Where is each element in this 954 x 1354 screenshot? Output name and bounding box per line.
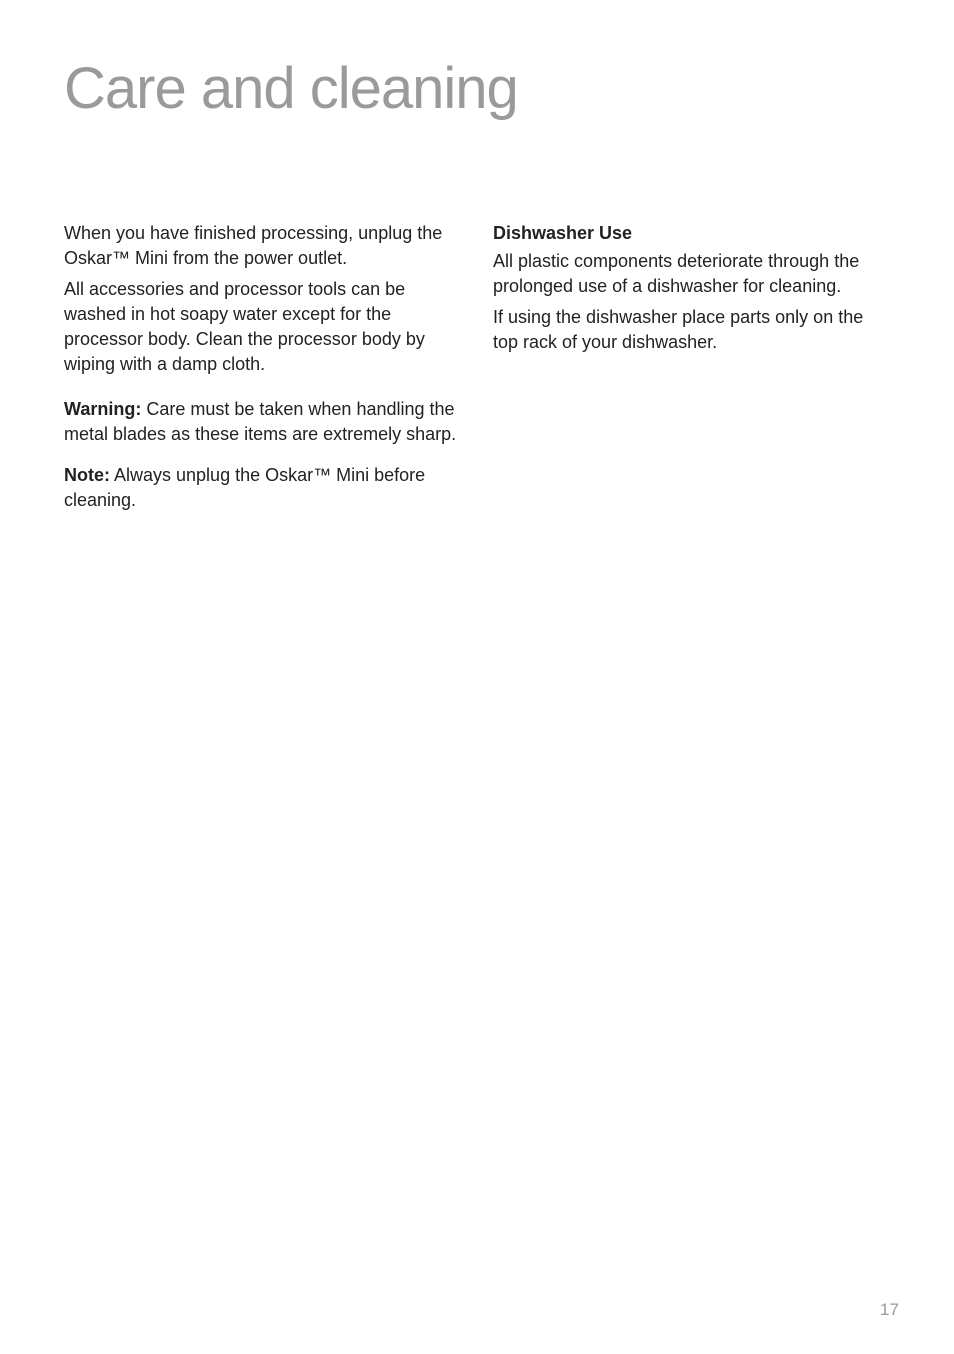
right-column [493,221,883,361]
warning-text: Care must be taken when handling the metal blades as these items are extremely sharp. [64,399,457,444]
left-column [64,221,469,519]
warning-label: Warning: [64,399,142,419]
warning-paragraph [64,397,469,447]
note-label: Note: [64,465,110,485]
note-text: Always unplug the Oskar™ Mini before cleaning. [64,465,426,510]
dishwasher-paragraph-2: If using the dishwasher place parts only on the top rack of your dishwasher. [493,307,864,352]
washing-paragraph: All accessories and processor tools can be washed in hot soapy water except for the processor body. Clean the processor body by wiping with a damp cloth. [64,279,425,374]
page-title: Care and cleaning [64,56,518,121]
note-paragraph [64,463,469,513]
page-number: 17 [880,1300,899,1319]
dishwasher-paragraph-1: All plastic components deteriorate through the prolonged use of a dishwasher for cleaning. [493,251,860,296]
dishwasher-heading: Dishwasher Use [493,223,633,243]
unplug-paragraph: When you have finished processing, unplug the Oskar™ Mini from the power outlet. [64,223,443,268]
